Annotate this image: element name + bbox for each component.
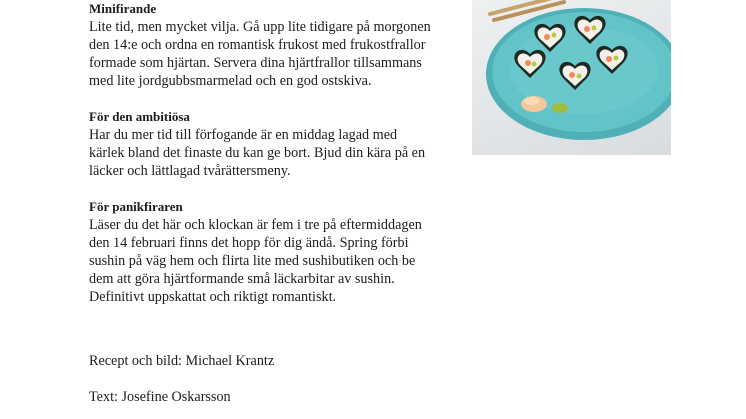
section-panikfiraren <box>89 198 464 306</box>
body-line: formade som hjärtan. Servera dina hjärtfrallor tillsammans <box>89 55 422 71</box>
body-line: den 14 februari finns det hopp för dig ändå. Spring förbi <box>89 235 409 251</box>
body-line: läcker och lättlagad tvårättersmeny. <box>89 163 291 179</box>
body-line: kärlek bland det finaste du kan ge bort. Bjud din kära på en <box>89 145 426 161</box>
article-text-column <box>89 0 464 406</box>
body-line: Läser du det här och klockan är fem i tre på eftermiddagen <box>89 217 422 233</box>
body-line: den 14:e och ordna en romantisk frukost med frukostfrallor <box>89 37 426 53</box>
text-credit: Text: Josefine Oskarsson <box>89 389 231 405</box>
section-body <box>89 18 464 90</box>
body-line: Har du mer tid till förfogande är en middag lagad med <box>89 127 398 143</box>
section-minifirande <box>89 0 464 90</box>
body-line: Lite tid, men mycket vilja. Gå upp lite tidigare på morgonen <box>89 19 431 35</box>
section-heading: Minifirande <box>89 1 157 16</box>
body-line: Definitivt uppskattat och riktigt romantiskt. <box>89 289 337 305</box>
section-heading: För den ambitiösa <box>89 109 190 124</box>
section-heading: För panikfiraren <box>89 199 183 214</box>
section-body <box>89 216 464 306</box>
recipe-credit: Recept och bild: Michael Krantz <box>89 353 275 369</box>
sushi-photo <box>472 0 671 155</box>
body-line: dem att göra hjärtformande små läckarbitar av sushin. <box>89 271 395 287</box>
body-line: med lite jordgubbsmarmelad och en god ostskiva. <box>89 73 372 89</box>
sushi-photo-icon <box>472 0 671 155</box>
ginger-icon <box>521 96 547 112</box>
body-line: sushin på väg hem och flirta lite med sushibutiken och be <box>89 253 416 269</box>
wasabi-icon <box>552 103 568 113</box>
section-ambitiosa <box>89 108 464 180</box>
section-body <box>89 126 464 180</box>
